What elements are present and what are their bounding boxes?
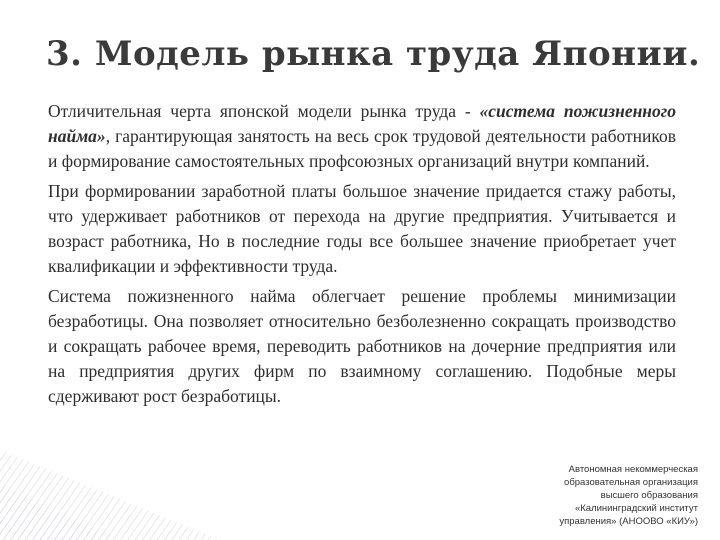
paragraph-3: Система пожизненного найма облегчает решение проблемы минимизации безработицы. Она позволяет относительно безболезненно сокращать производство и сокращать рабочее время, переводить работников на дочерние предприятия или на предприятия других фирм по взаимному соглашению. Подобные меры сдерживают рост безработицы. — [48, 286, 676, 406]
paragraph-1-text: Отличительная черта японской модели рынка труда - — [48, 101, 480, 121]
paragraph-1-emphasis: «система пожизненного найма» — [48, 101, 676, 146]
paragraph-2: При формировании заработной платы большое значение придается стажу работы, что удерживает работников от перехода на другие предприятия. Учитывается и возраст работника, Но в последние годы все большее значение приобретает учет квалификации и эффективности труда. — [48, 181, 676, 276]
institution-footer — [508, 463, 698, 528]
corner-pattern-decoration — [0, 450, 220, 540]
paragraph-1 — [48, 99, 676, 174]
slide-title: 3. Модель рынка труда Японии. — [46, 34, 701, 74]
footer-line: образовательная организация — [564, 477, 698, 488]
footer-line: управления» (АНООВО «КИУ») — [559, 516, 698, 527]
paragraph-1-text-end: , гарантирующая занятость на весь срок трудовой деятельности работников и формирование самостоятельных профсоюзных организаций внутри компаний. — [48, 126, 676, 171]
footer-line: Автономная некоммерческая — [568, 464, 698, 475]
slide-body — [48, 99, 676, 414]
footer-line: высшего образования — [600, 490, 698, 501]
footer-line: «Калининградский институт — [574, 503, 698, 514]
